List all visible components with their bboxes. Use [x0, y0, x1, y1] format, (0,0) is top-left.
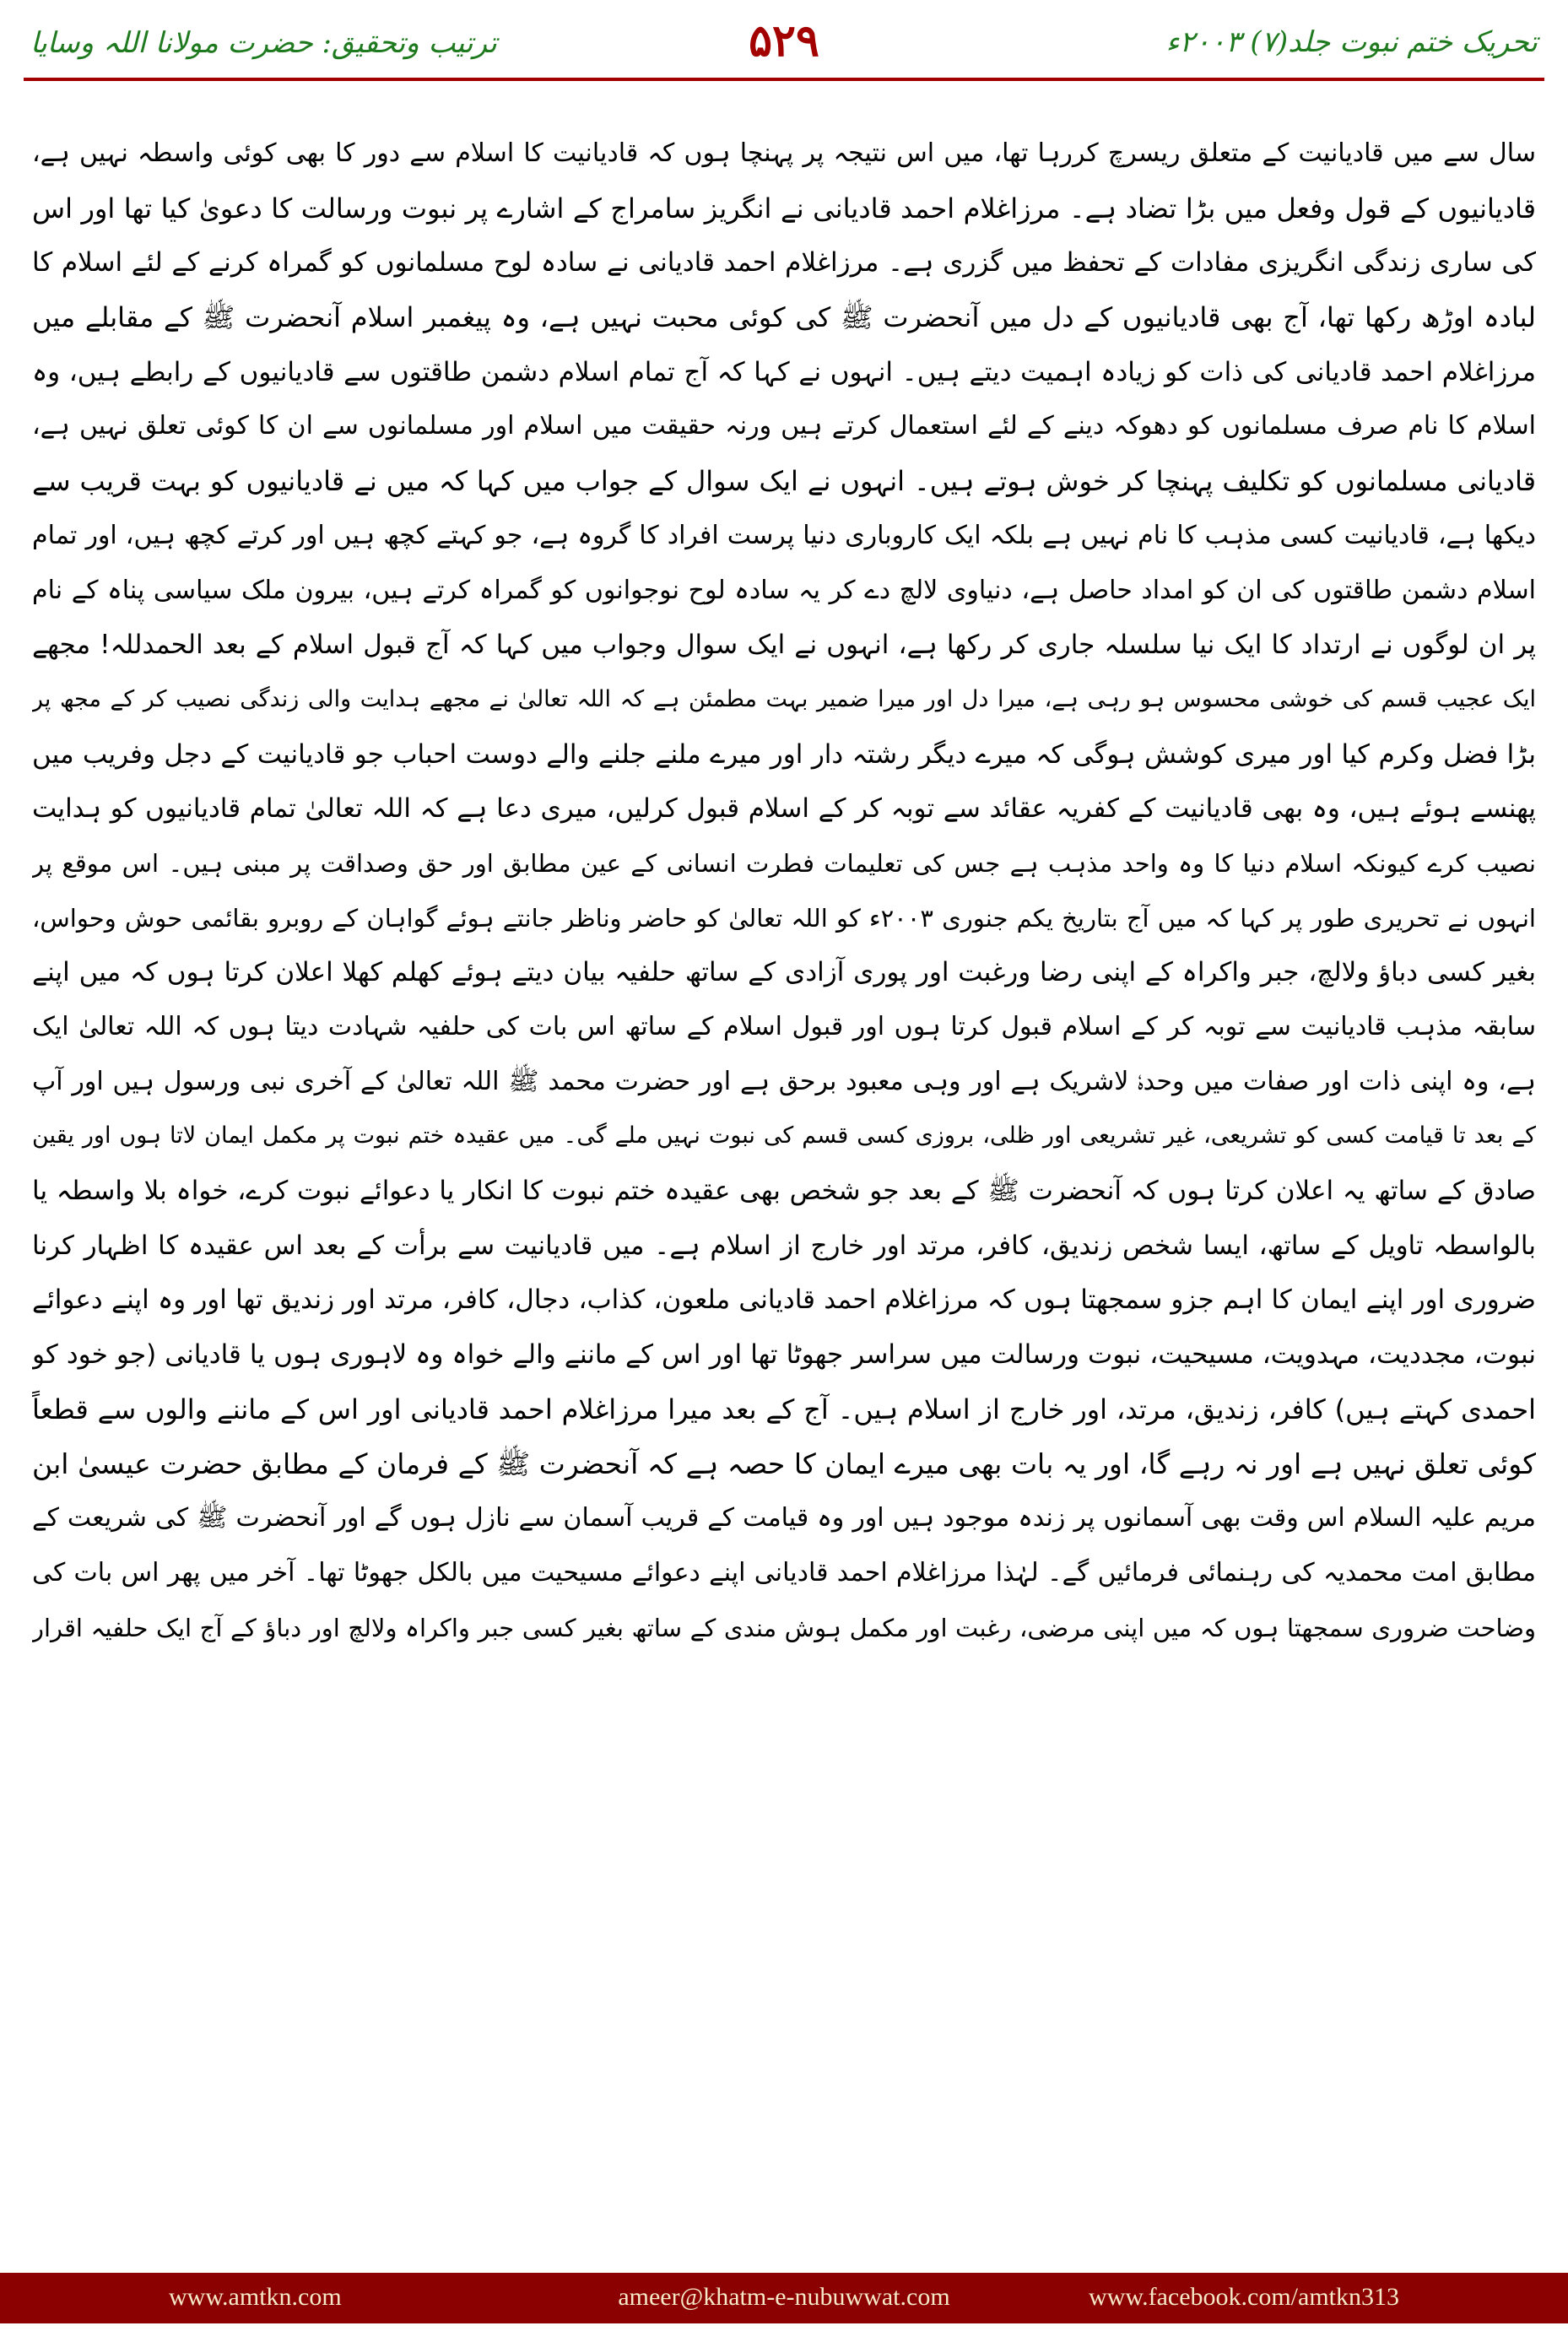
text-line: مرزاغلام احمد قادیانی کی ذات کو زیادہ اہمیت دیتے ہیں۔ انہوں نے کہا کہ آج تمام اسلام دشمن طاقتوں سے قادیانیوں کے رابطے ہیں، وہ — [32, 356, 1536, 387]
text-line: انہوں نے تحریری طور پر کہا کہ میں آج بتاریخ یکم جنوری ۲۰۰۳ء کو اللہ تعالیٰ کو حاضر وناظر جانتے ہوئے گواہان کے روبرو بقائمی حوش وحواس، — [32, 903, 1536, 933]
body-text — [32, 127, 1536, 1655]
text-line: بڑا فضل وکرم کیا اور میری کوشش ہوگی کہ میرے دیگر رشتہ دار اور میرے ملنے جلنے والے دوست احباب جو قادیانیت کے دجل وفریب میں — [32, 738, 1536, 770]
text-line: پر ان لوگوں نے ارتداد کا ایک نیا سلسلہ جاری کر رکھا ہے، انہوں نے ایک سوال وجواب میں کہا کہ آج قبول اسلام کے بعد الحمدللہ! مجھے — [32, 630, 1536, 661]
header-compiler: ترتیب وتحقیق: حضرت مولانا اللہ وسایا — [30, 26, 497, 60]
footer-email-link[interactable]: ameer@khatm-e-nubuwwat.com — [618, 2283, 950, 2311]
text-line: بغیر کسی دباؤ ولالچ، جبر واکراہ کے اپنی رضا ورغبت اور پوری آزادی کے ساتھ حلفیہ بیان دیتے ہوئے کھلم کھلا اعلان کرتا ہوں کہ میں اپنے — [32, 957, 1536, 988]
text-line: سال سے میں قادیانیت کے متعلق ریسرچ کررہا تھا، میں اس نتیجہ پر پہنچا ہوں کہ قادیانیت کا اسلام سے دور کا بھی کوئی واسطہ نہیں ہے، — [32, 138, 1536, 168]
text-line: سابقہ مذہب قادیانیت سے توبہ کر کے اسلام قبول کرتا ہوں اور قبول اسلام کے ساتھ اس بات کی حلفیہ شہادت دیتا ہوں کہ اللہ تعالیٰ ایک — [32, 1012, 1536, 1041]
text-line: اسلام دشمن طاقتوں کی ان کو امداد حاصل ہے، دنیاوی لالچ دے کر یہ سادہ لوح نوجوانوں کو گمراہ کرتے ہیں، بیرون ملک سیاسی پناہ کے نام — [32, 575, 1536, 605]
header-book-title: تحریک ختم نبوت جلد(۷) ۲۰۰۳ء — [1165, 25, 1538, 59]
text-line: نصیب کرے کیونکہ اسلام دنیا کا وہ واحد مذہب ہے جس کی تعلیمات فطرت انسانی کے عین مطابق اور حق وصداقت پر مبنی ہیں۔ اس موقع پر — [32, 848, 1536, 878]
text-line: ہے، وہ اپنی ذات اور صفات میں وحدہٗ لاشریک ہے اور وہی معبود برحق ہے اور حضرت محمد ﷺ اللہ تعالیٰ کے آخری نبی ورسول ہیں اور آپ — [32, 1066, 1536, 1096]
text-line: اسلام کا نام صرف مسلمانوں کو دھوکہ دینے کے لئے استعمال کرتے ہیں ورنہ حقیقت میں اسلام اور مسلمانوں سے ان کا کوئی تعلق نہیں ہے، — [32, 411, 1536, 441]
text-line: کی ساری زندگی انگریزی مفادات کے تحفظ میں گزری ہے۔ مرزاغلام احمد قادیانی نے سادہ لوح مسلمانوں کو گمراہ کرنے کے لئے اسلام کا — [32, 247, 1536, 279]
text-line: مطابق امت محمدیہ کی رہنمائی فرمائیں گے۔ لہٰذا مرزاغلام احمد قادیانی اپنے دعوائے مسیحیت میں بالکل جھوٹا تھا۔ آخر میں پھر اس بات کی — [32, 1557, 1536, 1587]
text-line: مریم علیہ السلام اس وقت بھی آسمانوں پر زندہ موجود ہیں اور وہ قیامت کے قریب آسمان سے نازل ہوں گے اور آنحضرت ﷺ کی شریعت کے — [32, 1503, 1536, 1533]
text-line: قادیانی مسلمانوں کو تکلیف پہنچا کر خوش ہوتے ہیں۔ انہوں نے ایک سوال کے جواب میں کہا کہ میں نے قادیانیوں کو بہت قریب سے — [32, 465, 1536, 498]
text-line: پھنسے ہوئے ہیں، وہ بھی قادیانیت کے کفریہ عقائد سے توبہ کر کے اسلام قبول کرلیں، میری دعا ہے کہ اللہ تعالیٰ تمام قادیانیوں کو ہدایت — [32, 793, 1536, 825]
footer-website-link[interactable]: www.amtkn.com — [169, 2283, 342, 2311]
page-number: ۵۲۹ — [749, 15, 819, 67]
text-line: بالواسطہ تاویل کے ساتھ، ایسا شخص زندیق، کافر، مرتد اور خارج از اسلام ہے۔ میں قادیانیت سے برأت کے بعد اس عقیدہ کا اظہار کرنا — [32, 1230, 1536, 1261]
page-footer — [0, 2273, 1568, 2323]
header-divider — [24, 78, 1544, 81]
text-line: کوئی تعلق نہیں ہے اور نہ رہے گا، اور یہ بات بھی میرے ایمان کا حصہ ہے کہ آنحضرت ﷺ کے فرمان کے مطابق حضرت عیسیٰ ابن — [32, 1447, 1536, 1480]
text-line: دیکھا ہے، قادیانیت کسی مذہب کا نام نہیں ہے بلکہ ایک کاروباری دنیا پرست افراد کا گروہ ہے، جو کہتے کچھ ہیں اور کرتے کچھ ہیں، اور تمام — [32, 520, 1536, 550]
text-line: لبادہ اوڑھ رکھا تھا، آج بھی قادیانیوں کے دل میں آنحضرت ﷺ کی کوئی محبت نہیں ہے، وہ پیغمبر اسلام آنحضرت ﷺ کے مقابلے میں — [32, 301, 1536, 334]
text-line: قادیانیوں کے قول وفعل میں بڑا تضاد ہے۔ مرزاغلام احمد قادیانی نے انگریز سامراج کے اشارے پر نبوت ورسالت کا دعویٰ کیا تھا اور اس — [32, 192, 1536, 224]
text-line: ضروری اور اپنے ایمان کا اہم جزو سمجھتا ہوں کہ مرزاغلام احمد قادیانی ملعون، کذاب، دجال، کافر، مرتد اور زندیق تھا اور وہ اپنے دعوائے — [32, 1285, 1536, 1316]
text-line: نبوت، مجددیت، مہدویت، مسیحیت، نبوت ورسالت میں سراسر جھوٹا تھا اور اس کے ماننے والے خواہ وہ لاہوری ہوں یا قادیانی (جو خود کو — [32, 1339, 1536, 1371]
text-line: کے بعد تا قیامت کسی کو تشریعی، غیر تشریعی اور ظلی، بروزی کسی قسم کی نبوت نہیں ملے گی۔ میں عقیدہ ختم نبوت پر مکمل ایمان لاتا ہوں اور یقین — [32, 1122, 1536, 1149]
page-header — [0, 0, 1568, 80]
text-line: وضاحت ضروری سمجھتا ہوں کہ میں اپنی مرضی، رغبت اور مکمل ہوش مندی کے ساتھ بغیر کسی جبر واکراہ ولالچ اور دباؤ کے آج ایک حلفیہ اقرار — [32, 1613, 1536, 1642]
text-line: صادق کے ساتھ یہ اعلان کرتا ہوں کہ آنحضرت ﷺ کے بعد جو شخص بھی عقیدہ ختم نبوت کا انکار یا دعوائے نبوت کرے، خواہ بلا واسطہ یا — [32, 1176, 1536, 1207]
text-line: ایک عجیب قسم کی خوشی محسوس ہو رہی ہے، میرا دل اور میرا ضمیر بہت مطمئن ہے کہ اللہ تعالیٰ نے مجھے ہدایت والی زندگی نصیب کر کے مجھ پر — [32, 685, 1536, 712]
text-line: احمدی کہتے ہیں) کافر، زندیق، مرتد، اور خارج از اسلام ہیں۔ آج کے بعد میرا مرزاغلام احمد قادیانی اور اس کے ماننے والوں سے قطعاً — [32, 1393, 1536, 1425]
footer-facebook-link[interactable]: www.facebook.com/amtkn313 — [1089, 2283, 1399, 2311]
